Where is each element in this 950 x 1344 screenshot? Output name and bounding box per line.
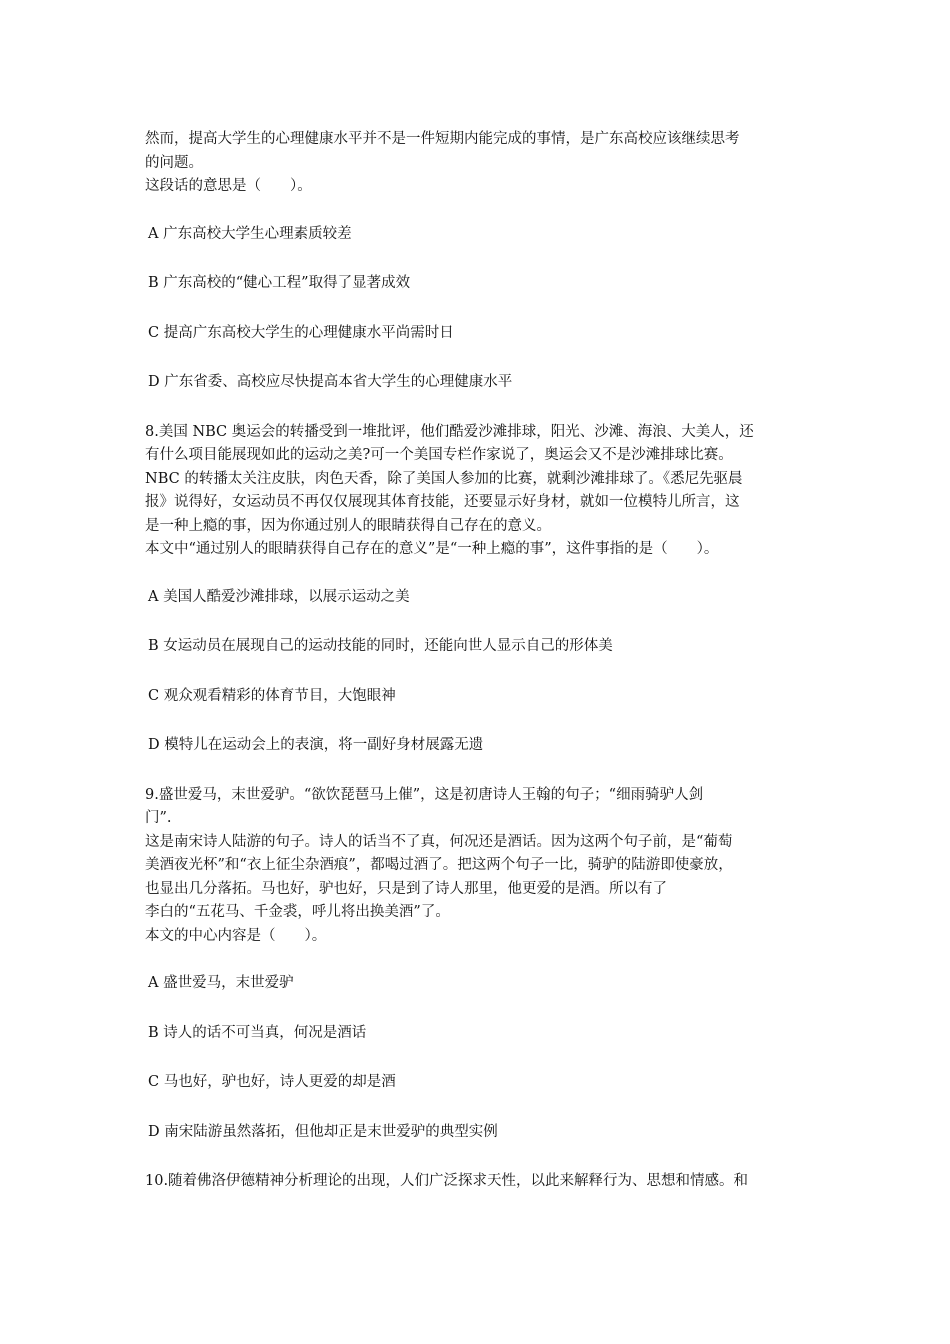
q7-question: 这段话的意思是（ ）。 (145, 178, 312, 194)
q8-option-d: D 模特儿在运动会上的表演，将一副好身材展露无遗 (148, 737, 484, 753)
q8-option-b: B 女运动员在展现自己的运动技能的同时，还能向世人显示自己的形体美 (148, 638, 613, 654)
q7-option-a: A 广东高校大学生心理素质较差 (148, 225, 352, 242)
q7-passage-line: 的问题。 (145, 154, 203, 171)
q10-passage (145, 1170, 825, 1194)
q10-passage-line: 10.随着佛洛伊德精神分析理论的出现，人们广泛探求天性，以此来解释行为、思想和情感。和 (145, 1173, 749, 1189)
q9-passage-line: 美酒夜光杯”和“衣上征尘杂酒痕”，都喝过酒了。把这两个句子一比，骑驴的陆游即使豪放， (145, 857, 733, 873)
q9-passage-line: 这是南宋诗人陆游的句子。诗人的话当不了真，何况还是酒话。因为这两个句子前，是“葡萄 (145, 833, 733, 850)
q8-question: 本文中“通过别人的眼睛获得自己存在的意义”是“一种上瘾的事”，这件事指的是（ ）。 (145, 541, 719, 557)
q9-option-c: C 马也好，驴也好，诗人更爱的却是酒 (148, 1074, 396, 1090)
q9-option-d: D 南宋陆游虽然落拓，但他却正是末世爱驴的典型实例 (148, 1123, 498, 1140)
q8-passage-line: NBC 的转播太关注皮肤，肉色天香，除了美国人参加的比赛，就剩沙滩排球了。《悉尼先驱晨 (145, 470, 743, 487)
q8-passage-line: 有什么项目能展现如此的运动之美?可一个美国专栏作家说了，奥运会又不是沙滩排球比赛。 (145, 447, 733, 463)
q7-passage-line: 然而，提高大学生的心理健康水平并不是一件短期内能完成的事情，是广东高校应该继续思考 (145, 131, 740, 147)
q8-option-a: A 美国人酷爱沙滩排球，以展示运动之美 (148, 588, 410, 605)
q9-question: 本文的中心内容是（ ）。 (145, 927, 327, 944)
q8-passage-line: 报》说得好，女运动员不再仅仅展现其体育技能，还要显示好身材，就如一位模特儿所言，这 (145, 494, 740, 510)
q8-passage-line: 8.美国 NBC 奥运会的转播受到一堆批评，他们酷爱沙滩排球，阳光、沙滩、海浪、大美人，还 (145, 423, 754, 440)
q8-passage (145, 421, 825, 539)
q9-passage-line: 门”. (145, 810, 172, 826)
q7-option-c: C 提高广东高校大学生的心理健康水平尚需时日 (148, 324, 454, 341)
q9-passage-line: 李白的“五花马、千金裘，呼儿将出换美酒”了。 (145, 904, 450, 920)
q9-passage (145, 784, 825, 925)
q8-option-c: C 观众观看精彩的体育节目，大饱眼神 (148, 687, 396, 704)
q7-option-d: D 广东省委、高校应尽快提高本省大学生的心理健康水平 (148, 374, 513, 390)
q7-passage (145, 128, 825, 175)
q7-option-b: B 广东高校的“健心工程”取得了显著成效 (148, 275, 411, 291)
q9-passage-line: 也显出几分落拓。马也好，驴也好，只是到了诗人那里，他更爱的是酒。所以有了 (145, 880, 667, 897)
q8-passage-line: 是一种上瘾的事，因为你通过别人的眼睛获得自己存在的意义。 (145, 517, 551, 534)
q9-option-b: B 诗人的话不可当真，何况是酒话 (148, 1024, 367, 1041)
q9-passage-line: 9.盛世爱马，末世爱驴。“欲饮琵琶马上催”，这是初唐诗人王翰的句子；“细雨骑驴人剑 (145, 786, 704, 803)
q9-option-a: A 盛世爱马，末世爱驴 (148, 975, 294, 991)
document-page (145, 128, 825, 1194)
